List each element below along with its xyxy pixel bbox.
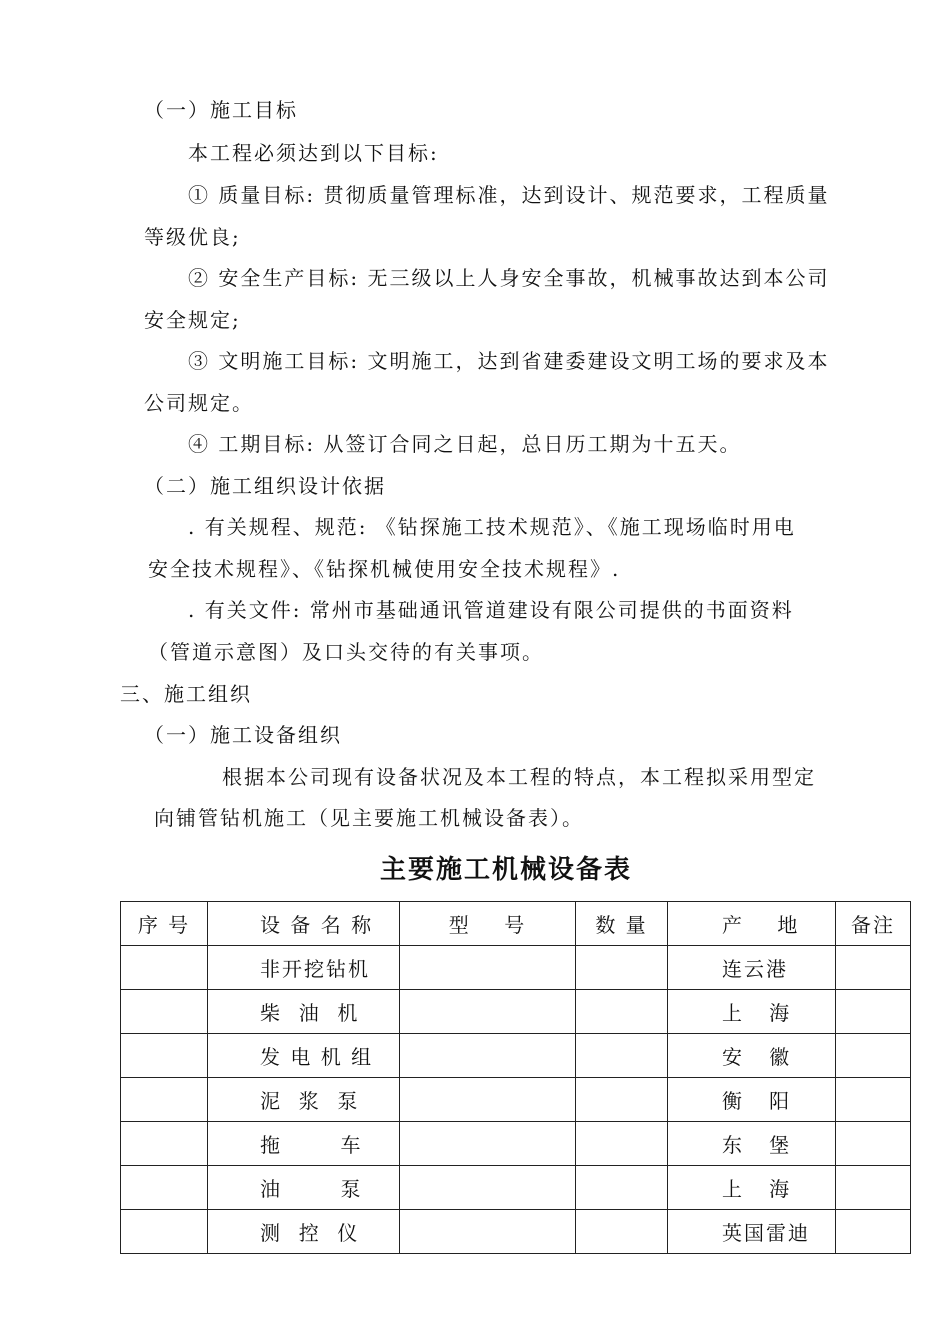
cell-name: 非开挖钻机 xyxy=(208,946,400,990)
table-row xyxy=(121,1034,911,1078)
paragraph-quality-goal: ① 质量目标: 贯彻质量管理标准，达到设计、规范要求，工程质量 xyxy=(188,183,830,207)
paragraph-civilized-goal: ③ 文明施工目标: 文明施工，达到省建委建设文明工场的要求及本 xyxy=(188,349,830,373)
cell-origin: 东 堡 xyxy=(668,1122,836,1166)
cell-origin: 上 海 xyxy=(668,990,836,1034)
paragraph-quality-goal-cont: 等级优良; xyxy=(144,225,241,249)
cell-model xyxy=(400,946,576,990)
table-row xyxy=(121,1078,911,1122)
cell-name: 油 泵 xyxy=(208,1166,400,1210)
paragraph-safety-goal-cont: 安全规定; xyxy=(144,308,241,332)
cell-name: 测 控 仪 xyxy=(208,1210,400,1254)
paragraph-documents: . 有关文件: 常州市基础通讯管道建设有限公司提供的书面资料 xyxy=(188,598,794,622)
header-model: 型 号 xyxy=(400,902,576,946)
cell-note xyxy=(836,1166,911,1210)
cell-name: 发 电 机 组 xyxy=(208,1034,400,1078)
cell-name: 拖 车 xyxy=(208,1122,400,1166)
section-heading-design-basis: （二）施工组织设计依据 xyxy=(144,474,386,498)
header-qty: 数 量 xyxy=(576,902,668,946)
cell-seq xyxy=(121,990,208,1034)
cell-qty xyxy=(576,1166,668,1210)
cell-origin: 连云港 xyxy=(668,946,836,990)
cell-model xyxy=(400,1078,576,1122)
equipment-table xyxy=(120,901,911,1254)
section-heading-construction-goals: （一）施工目标 xyxy=(144,98,298,122)
cell-origin: 衡 阳 xyxy=(668,1078,836,1122)
cell-note xyxy=(836,1210,911,1254)
cell-note xyxy=(836,990,911,1034)
cell-name: 泥 浆 泵 xyxy=(208,1078,400,1122)
cell-origin: 安 徽 xyxy=(668,1034,836,1078)
cell-name: 柴 油 机 xyxy=(208,990,400,1034)
header-seq: 序 号 xyxy=(121,902,208,946)
cell-model xyxy=(400,1122,576,1166)
cell-qty xyxy=(576,946,668,990)
paragraph-civilized-goal-cont: 公司规定。 xyxy=(144,391,254,415)
cell-seq xyxy=(121,1210,208,1254)
cell-qty xyxy=(576,1122,668,1166)
table-header-row xyxy=(121,902,911,946)
cell-model xyxy=(400,1166,576,1210)
cell-qty xyxy=(576,1034,668,1078)
cell-model xyxy=(400,1210,576,1254)
paragraph-goals-intro: 本工程必须达到以下目标: xyxy=(188,141,439,165)
cell-note xyxy=(836,1034,911,1078)
section-heading-organization: 三、施工组织 xyxy=(120,682,252,706)
cell-qty xyxy=(576,1078,668,1122)
paragraph-equipment-intro-cont: 向铺管钻机施工（见主要施工机械设备表）。 xyxy=(154,806,584,830)
section-heading-equipment: （一）施工设备组织 xyxy=(144,723,342,747)
paragraph-schedule-goal: ④ 工期目标: 从签订合同之日起，总日历工期为十五天。 xyxy=(188,432,742,456)
table-row xyxy=(121,1210,911,1254)
table-row xyxy=(121,946,911,990)
cell-seq xyxy=(121,1166,208,1210)
paragraph-regulations-cont: 安全技术规程》、《钻探机械使用安全技术规程》. xyxy=(148,557,621,581)
cell-origin: 英国雷迪 xyxy=(668,1210,836,1254)
cell-seq xyxy=(121,1122,208,1166)
cell-model xyxy=(400,1034,576,1078)
header-origin: 产 地 xyxy=(668,902,836,946)
paragraph-regulations: . 有关规程、规范: 《钻探施工技术规范》、《施工现场临时用电 xyxy=(188,515,796,539)
cell-qty xyxy=(576,1210,668,1254)
header-note: 备注 xyxy=(836,902,911,946)
cell-note xyxy=(836,1122,911,1166)
paragraph-safety-goal: ② 安全生产目标: 无三级以上人身安全事故，机械事故达到本公司 xyxy=(188,266,830,290)
cell-qty xyxy=(576,990,668,1034)
cell-origin: 上 海 xyxy=(668,1166,836,1210)
table-row xyxy=(121,1166,911,1210)
table-row xyxy=(121,990,911,1034)
cell-model xyxy=(400,990,576,1034)
paragraph-documents-cont: （管道示意图）及口头交待的有关事项。 xyxy=(148,640,544,664)
cell-note xyxy=(836,946,911,990)
cell-note xyxy=(836,1078,911,1122)
table-title: 主要施工机械设备表 xyxy=(379,855,632,885)
cell-seq xyxy=(121,1078,208,1122)
table-row xyxy=(121,1122,911,1166)
cell-seq xyxy=(121,946,208,990)
cell-seq xyxy=(121,1034,208,1078)
header-name: 设 备 名 称 xyxy=(208,902,400,946)
paragraph-equipment-intro: 根据本公司现有设备状况及本工程的特点，本工程拟采用型定 xyxy=(222,765,816,789)
